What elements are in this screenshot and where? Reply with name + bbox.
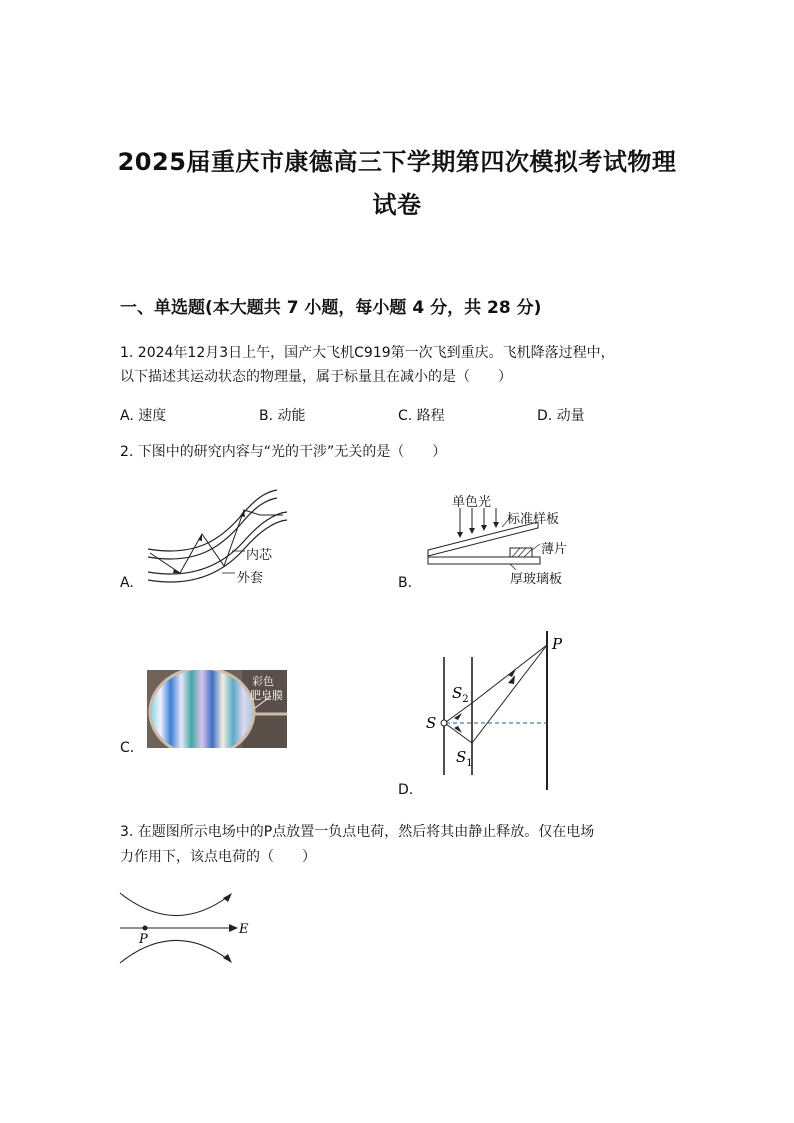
optical-fiber-figure (140, 485, 300, 590)
q2-option-d: D. (398, 782, 414, 798)
monochromatic-light-label: 单色光 (452, 495, 492, 510)
thick-glass-label: 厚玻璃板 (510, 572, 563, 587)
question-3-line1: 3. 在题图所示电场中的P点放置一负点电荷，然后将其由静止释放。仅在电场 (120, 824, 595, 840)
q1-option-d: D. 动量 (537, 408, 585, 424)
double-slit-figure (420, 625, 580, 795)
q2-option-b: B. (398, 575, 413, 591)
color-label: 彩色 (252, 675, 274, 688)
q1-option-a: A. 速度 (120, 408, 167, 424)
slit-S1-label: $S_1$ (456, 748, 473, 769)
electric-field-figure (115, 885, 255, 970)
q1-option-b: B. 动能 (259, 408, 306, 424)
fiber-cladding-label: 外套 (237, 571, 264, 586)
q2-option-c: C. (120, 740, 135, 756)
question-3-line2: 力作用下，该点电荷的（ ） (120, 849, 316, 865)
page-title: 2025届重庆市康德高三下学期第四次模拟考试物理 (117, 148, 677, 176)
standard-plate-label: 标准样板 (507, 512, 560, 527)
question-1-line1: 1. 2024年12月3日上午，国产大飞机C919第一次飞到重庆。飞机降落过程中， (120, 345, 615, 361)
section-heading: 一、单选题(本大题共 7 小题，每小题 4 分，共 28 分) (120, 298, 542, 318)
soap-film-label: 肥皂膜 (250, 689, 283, 702)
q2-option-a: A. (120, 575, 134, 591)
source-S-label: S (426, 714, 437, 732)
point-P-label: P (552, 635, 563, 653)
question-1-line2: 以下描述其运动状态的物理量，属于标量且在减小的是（ ） (120, 369, 512, 385)
page-title-line2: 试卷 (372, 191, 422, 219)
fiber-core-label: 内芯 (246, 548, 273, 563)
question-2-stem: 2. 下图中的研究内容与“光的干涉”无关的是（ ） (120, 444, 447, 460)
point-P-label: P (139, 932, 148, 947)
q1-option-c: C. 路程 (398, 408, 445, 424)
thin-sheet-label: 薄片 (541, 542, 568, 557)
slit-S2-label: $S_2$ (452, 684, 469, 705)
field-E-label: E (239, 922, 249, 937)
